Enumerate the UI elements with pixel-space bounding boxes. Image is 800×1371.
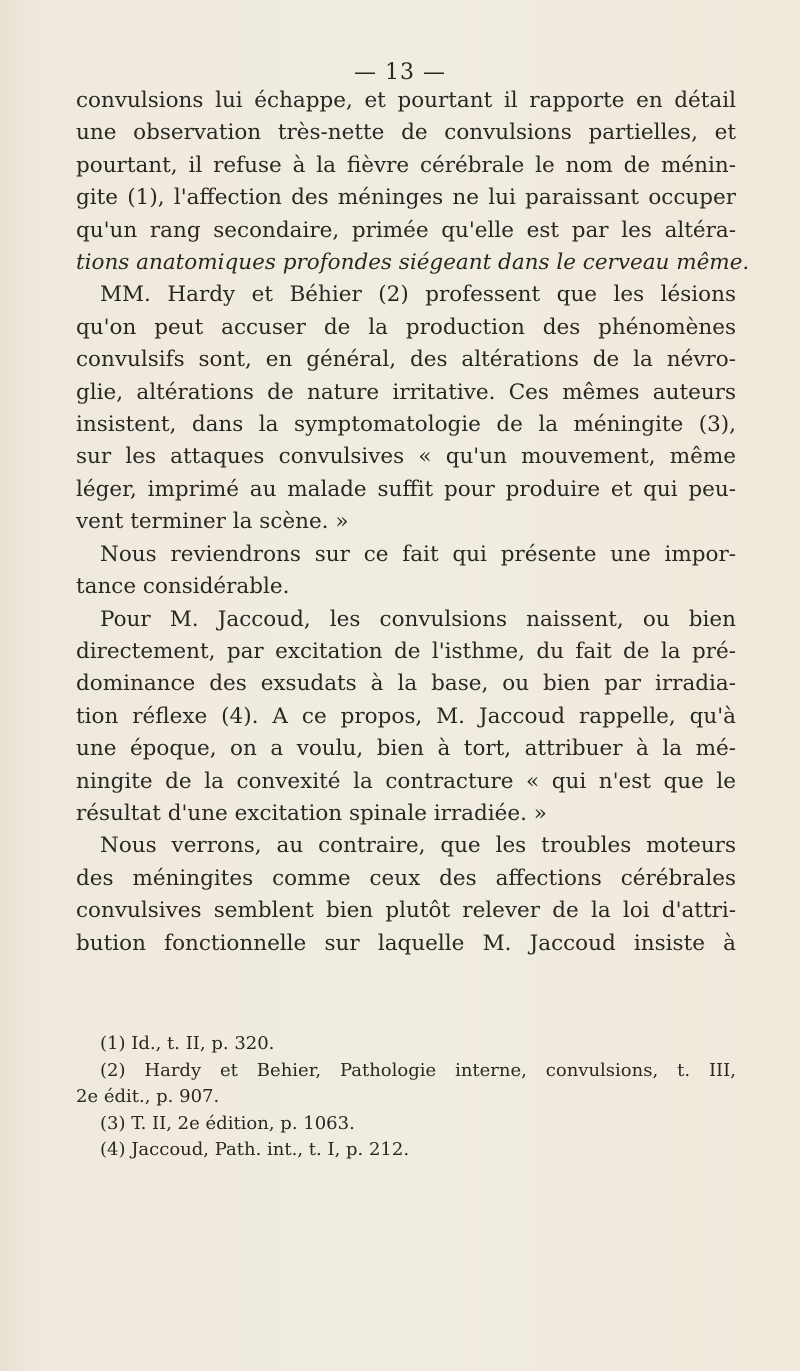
text-line: gite (1), l'affection des méninges ne lui paraissant occuper [76, 185, 736, 211]
text-line: Nous reviendrons sur ce fait qui présente une impor- [100, 541, 736, 567]
text-line: léger, imprimé au malade suffit pour produire et qui peu- [76, 476, 736, 502]
text-line: MM. Hardy et Béhier (2) professent que les lésions [100, 282, 736, 308]
footnote: (1) Id., t. II, p. 320. [100, 1033, 275, 1054]
text-line: tion réflexe (4). A ce propos, M. Jaccoud rappelle, qu'à [76, 703, 736, 729]
text-line: vent terminer la scène. » [76, 509, 349, 535]
footnote: (3) T. II, 2e édition, p. 1063. [100, 1112, 355, 1134]
text-line: bution fonctionnelle sur laquelle M. Jaccoud insiste à [76, 930, 736, 956]
text-line: dominance des exsudats à la base, ou bien par irradia- [76, 671, 736, 697]
text-line: directement, par excitation de l'isthme, du fait de la pré- [76, 638, 736, 664]
text-line: une observation très-nette de convulsions partielles, et [76, 120, 736, 146]
text-line: tions anatomiques profondes siégeant dans le cerveau même. [76, 250, 750, 276]
text-line: qu'on peut accuser de la production des phénomènes [76, 314, 736, 340]
text-line: sur les attaques convulsives « qu'un mouvement, même [76, 444, 736, 470]
text-line: ningite de la convexité la contracture « qui n'est que le [76, 768, 736, 794]
footnote: (4) Jaccoud, Path. int., t. I, p. 212. [100, 1139, 410, 1160]
text-line: résultat d'une excitation spinale irradiée. » [76, 800, 547, 826]
text-line: pourtant, il refuse à la fièvre cérébrale le nom de ménin- [76, 152, 736, 178]
footnote: 2e édit., p. 907. [76, 1086, 220, 1107]
text-line: tance considérable. [76, 574, 290, 600]
text-line: qu'un rang secondaire, primée qu'elle est par les altéra- [76, 217, 736, 243]
text-line: glie, altérations de nature irritative. Ces mêmes auteurs [76, 379, 736, 405]
text-line: Nous verrons, au contraire, que les troubles moteurs [100, 833, 736, 859]
text-line: insistent, dans la symptomatologie de la méningite (3), [76, 412, 736, 438]
footnotes [76, 1031, 736, 1164]
footnote: (2) Hardy et Behier, Pathologie interne, convulsions, t. III, [100, 1059, 736, 1081]
page-number: — 13 — [354, 60, 446, 85]
text-line: convulsions lui échappe, et pourtant il rapporte en détail [76, 88, 736, 113]
text-line: Pour M. Jaccoud, les convulsions naissent, ou bien [100, 606, 736, 632]
text-line: convulsifs sont, en général, des altérations de la névro- [76, 347, 736, 373]
body-text [76, 85, 750, 960]
text-line: des méningites comme ceux des affections cérébrales [76, 865, 736, 891]
text-line: une époque, on a voulu, bien à tort, attribuer à la mé- [76, 736, 736, 762]
text-line: convulsives semblent bien plutôt relever de la loi d'attri- [76, 898, 736, 924]
